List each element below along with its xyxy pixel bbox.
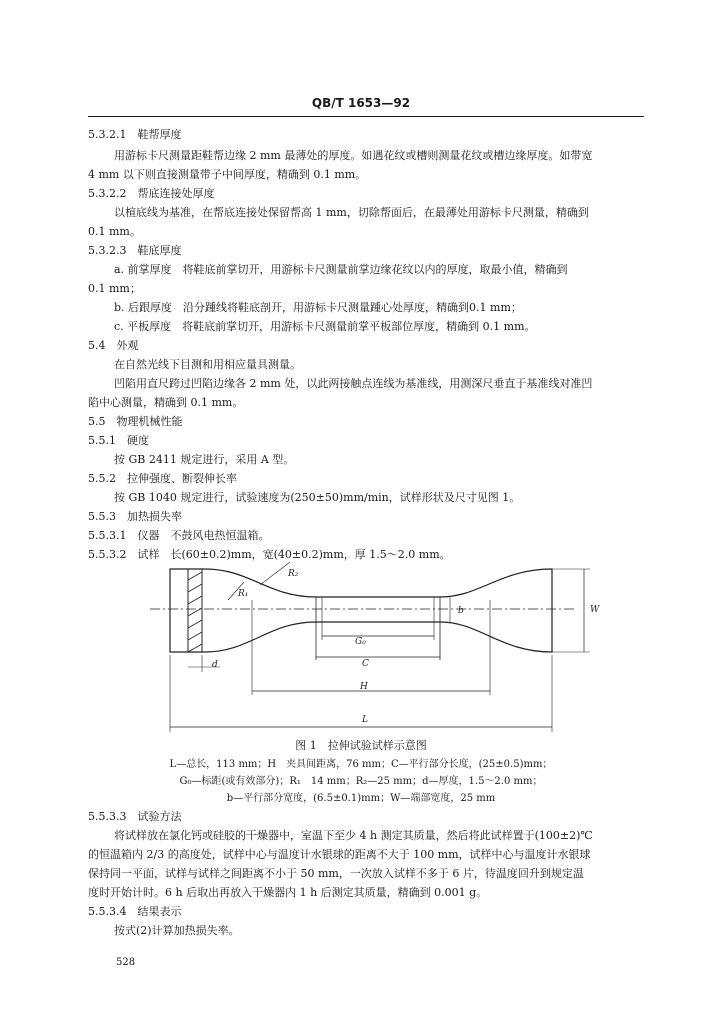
paragraph-line: 按 GB 2411 规定进行，采用 A 型。: [114, 453, 295, 466]
section-heading: 5.3.2.2 帮底连接处厚度: [88, 187, 215, 200]
paragraph-line: 将试样放在氯化钙或硅胶的干燥器中，室温下至少 4 h 测定其质量，然后将此试样置于(100±2)℃: [114, 829, 593, 842]
figure-legend-line: G₀—标距(或有效部分)；R₁ 14 mm；R₂—25 mm；d—厚度，1.5～2.0 mm；: [179, 776, 543, 787]
paragraph-line: 保持同一平面，试样与试样之间距离不小于 50 mm，一次放入试样不多于 6 片，待温度回升到规定温: [88, 867, 584, 880]
figure-legend-line: b—平行部分宽度，(6.5±0.1)mm；W—端部宽度，25 mm: [226, 793, 496, 804]
paragraph-line: c. 平板厚度 将鞋底前掌切开，用游标卡尺测量前掌平板部位厚度，精确到 0.1 mm。: [114, 320, 536, 333]
section-heading: 5.5 物理机械性能: [88, 415, 183, 428]
label-h: H: [360, 682, 368, 692]
section-heading: 5.5.1 硬度: [88, 434, 149, 447]
label-c: C: [362, 659, 369, 669]
paragraph-line: 按 GB 1040 规定进行，试验速度为(250±50)mm/min，试样形状及尺寸见图 1。: [114, 491, 521, 504]
paragraph-line: 度时开始计时。6 h 后取出再放入干燥器内 1 h 后测定其质量，精确到 0.001 g。: [88, 886, 488, 899]
section-heading: 5.5.2 拉伸强度、断裂伸长率: [88, 472, 237, 485]
paragraph-line: b. 后跟厚度 沿分踵线将鞋底剖开，用游标卡尺测量踵心处厚度，精确到0.1 mm；: [114, 301, 522, 314]
label-r2: R₂: [288, 569, 299, 579]
paragraph-line: a. 前掌厚度 将鞋底前掌切开，用游标卡尺测量前掌边缘花纹以内的厚度，取最小值，精确到: [114, 263, 568, 276]
label-l: L: [362, 715, 368, 725]
paragraph-line: 0.1 mm。: [88, 225, 141, 238]
label-g0: G₀: [355, 637, 366, 647]
paragraph-line: 4 mm 以下则直接测量带子中间厚度，精确到 0.1 mm。: [88, 168, 367, 181]
grip-hatch: [188, 569, 202, 652]
label-d: d: [212, 660, 218, 670]
paragraph-line: 以楦底线为基准，在帮底连接处保留帮高 1 mm，切除帮面后，在最薄处用游标卡尺测量，精确到: [114, 206, 589, 219]
section-heading: 5.3.2.1 鞋帮厚度: [88, 128, 182, 141]
section-heading: 5.3.2.3 鞋底厚度: [88, 244, 182, 257]
paragraph-line: 用游标卡尺测量距鞋帮边缘 2 mm 最薄处的厚度。如遇花纹或槽则测量花纹或槽边缘厚度。如带宽: [114, 149, 593, 162]
figure-caption: 图 1 拉伸试验试样示意图: [295, 739, 427, 752]
paragraph-line: 陷中心测量，精确到 0.1 mm。: [88, 396, 244, 409]
paragraph-line: 的恒温箱内 2/3 的高度处，试样中心与温度计水银球的距离不大于 100 mm，试样中心与温度计水银球: [88, 848, 591, 861]
page-header: QB/T 1653—92: [311, 96, 411, 110]
paragraph-line: 在自然光线下目测和用相应量具测量。: [114, 358, 301, 371]
label-b: b: [458, 606, 464, 616]
section-heading: 5.4 外观: [88, 339, 139, 352]
section-heading: 5.5.3.3 试验方法: [88, 810, 182, 823]
section-heading: 5.5.3.1 仪器 不鼓风电热恒温箱。: [88, 529, 270, 542]
paragraph-line: 0.1 mm；: [88, 282, 141, 295]
label-r1: R₁: [238, 589, 249, 599]
section-heading: 5.5.3.4 结果表示: [88, 905, 182, 918]
section-heading: 5.5.3 加热损失率: [88, 510, 182, 523]
paragraph-line: 按式(2)计算加热损失率。: [114, 924, 240, 937]
section-heading: 5.5.3.2 试样 长(60±0.2)mm，宽(40±0.2)mm，厚 1.5～2.0 mm。: [88, 548, 451, 561]
figure-legend-line: L—总长，113 mm；H 夹具间距离，76 mm；C—平行部分长度，(25±0.5)mm；: [169, 759, 553, 770]
paragraph-line: 凹陷用直尺跨过凹陷边缘各 2 mm 处，以此两接触点连线为基准线，用测深尺垂直于基准线对准凹: [114, 377, 593, 390]
page-number: 528: [116, 957, 136, 968]
label-w: W: [590, 605, 600, 615]
